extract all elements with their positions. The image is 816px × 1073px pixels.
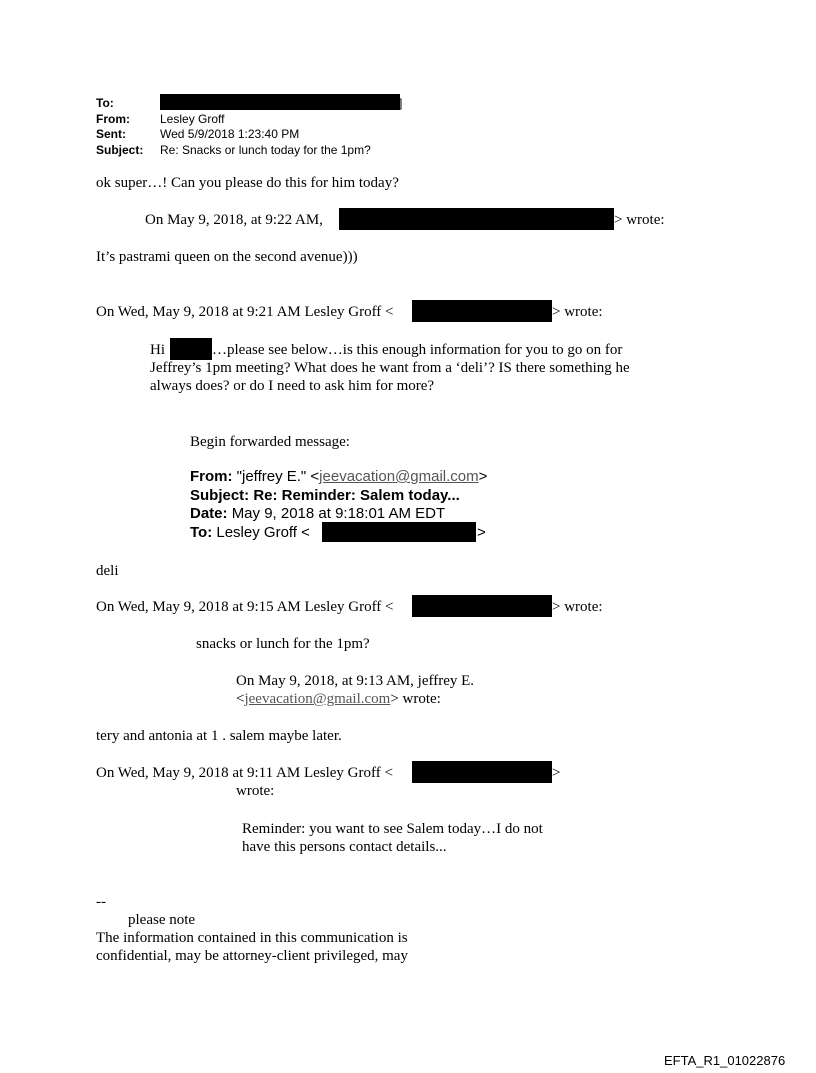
quote-4-close: > wrote: <box>390 691 441 707</box>
redaction-bar <box>160 94 403 110</box>
redaction-bar <box>339 208 614 230</box>
quote-5-wrote: wrote: <box>236 783 275 799</box>
subject-value: Re: Snacks or lunch today for the 1pm? <box>160 143 371 157</box>
reminder-line-b: have this persons contact details... <box>242 839 447 855</box>
quote-2-suffix: > wrote: <box>552 304 603 320</box>
body-line-1: ok super…! Can you please do this for him today? <box>96 175 399 191</box>
fwd-from-close: > <box>478 468 488 485</box>
quote-5-prefix: On Wed, May 9, 2018 at 9:11 AM Lesley Groff < <box>96 765 393 781</box>
fwd-from-name: "jeffrey E." < <box>236 468 320 485</box>
fwd-to-line <box>190 524 310 542</box>
quote-5-suffix: > <box>552 765 561 781</box>
redaction-bar <box>412 761 552 783</box>
snacks-line: snacks or lunch for the 1pm? <box>196 636 370 652</box>
fwd-to-label: To: <box>190 524 217 541</box>
quote-3-prefix: On Wed, May 9, 2018 at 9:15 AM Lesley Groff < <box>96 599 394 615</box>
quote-4-email-link[interactable]: jeevacation@gmail.com <box>244 691 391 707</box>
quote-1-prefix: On May 9, 2018, at 9:22 AM, <box>145 212 323 228</box>
begin-forwarded: Begin forwarded message: <box>190 434 350 450</box>
redaction-bar <box>170 338 212 360</box>
sent-value: Wed 5/9/2018 1:23:40 PM <box>160 127 300 141</box>
quote-3-suffix: > wrote: <box>552 599 603 615</box>
fwd-from-email-link[interactable]: jeevacation@gmail.com <box>319 468 479 485</box>
redaction-bar <box>322 522 476 542</box>
quote-2-prefix: On Wed, May 9, 2018 at 9:21 AM Lesley Groff < <box>96 304 394 320</box>
redaction-bar <box>412 300 552 322</box>
from-label: From: <box>96 112 130 126</box>
fwd-to-value: Lesley Groff < <box>216 524 310 541</box>
document-id: EFTA_R1_01022876 <box>664 1053 786 1068</box>
subject-label: Subject: <box>96 143 144 157</box>
fwd-date-line <box>190 505 445 523</box>
fwd-date-value: May 9, 2018 at 9:18:01 AM EDT <box>231 505 446 522</box>
quote-4-open: < <box>236 691 245 707</box>
sent-label: Sent: <box>96 127 126 141</box>
confidential-line-b: confidential, may be attorney-client privileged, may <box>96 948 408 964</box>
fwd-from-line <box>190 468 487 486</box>
fwd-date-label: Date: <box>190 505 232 522</box>
para-1-line-a: …please see below…is this enough information for you to go on for <box>212 342 623 358</box>
fwd-subject-line: Subject: Re: Reminder: Salem today... <box>190 487 460 504</box>
signature-dash: -- <box>96 894 106 910</box>
quote-4-line-1: On May 9, 2018, at 9:13 AM, jeffrey E. <box>236 673 475 689</box>
reminder-line-a: Reminder: you want to see Salem today…I do not <box>242 821 543 837</box>
fwd-to-close: > <box>477 524 486 541</box>
to-label: To: <box>96 96 114 110</box>
deli-line: deli <box>96 563 119 579</box>
tery-line: tery and antonia at 1 . salem maybe later. <box>96 728 342 744</box>
to-bracket: ] <box>399 96 403 110</box>
para-1-line-c: always does? or do I need to ask him for more? <box>150 378 435 394</box>
greeting-hi: Hi <box>150 342 165 358</box>
quote-4-line-2 <box>236 690 441 708</box>
please-note: please note <box>128 912 196 928</box>
quote-1-suffix: > wrote: <box>614 212 665 228</box>
redaction-bar <box>412 595 552 617</box>
body-line-2: It’s pastrami queen on the second avenue))) <box>96 249 358 265</box>
fwd-from-label: From: <box>190 468 237 485</box>
para-1-line-b: Jeffrey’s 1pm meeting? What does he want from a ‘deli’? IS there something he <box>150 360 630 376</box>
confidential-line-a: The information contained in this communication is <box>96 930 408 946</box>
from-value: Lesley Groff <box>160 112 225 126</box>
